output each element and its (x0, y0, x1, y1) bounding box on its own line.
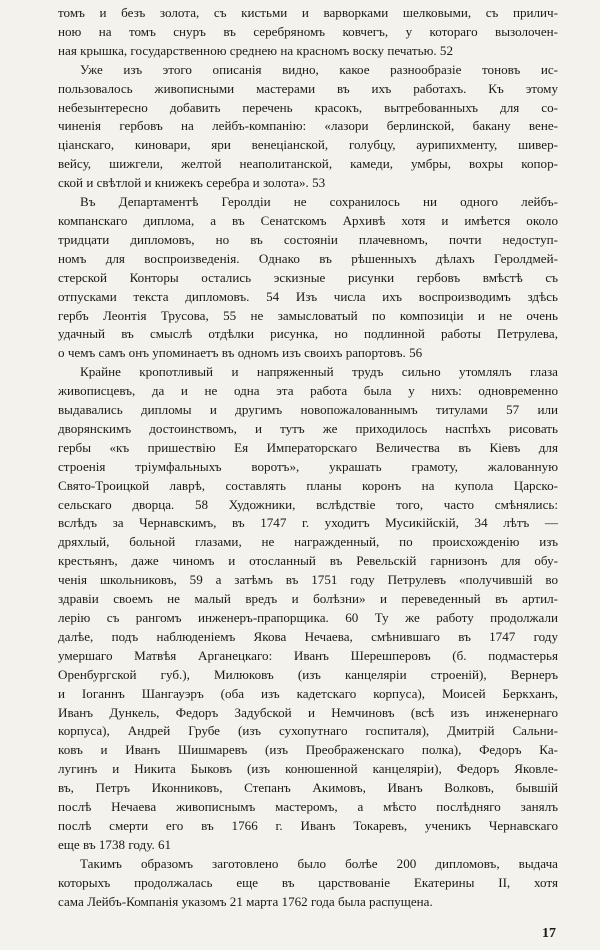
text-line: умершаго Матвѣя Арганецкаго: Иванъ Шерешперовъ (б. подмастерья (58, 647, 558, 663)
body-text (58, 4, 558, 912)
paragraph (58, 855, 558, 912)
text-line: ковъ и Иванъ Шишмаревъ (изъ Преображенскаго полка), Федоръ Ка- (58, 742, 558, 758)
text-line: Уже изъ этого описанія видно, какое разнообразіе тоновъ ис- (80, 61, 558, 77)
text-line: гербъ Леонтія Трусова, 55 не замысловатый по композиціи и не очень (58, 307, 558, 323)
text-line: еще въ 1738 году. 61 (58, 836, 172, 852)
text-line: томъ и безъ золота, съ кистьми и варворками шелковыми, съ прилич- (58, 5, 558, 20)
text-line: здравіи своемъ не малый вредъ и болѣзни» и переведенный въ артил- (58, 591, 558, 607)
text-line: ціанскаго, киновари, яри венеціанской, голубцу, аурипихменту, шивер- (58, 137, 558, 153)
text-line: послѣ Нечаева живописнымъ мастеромъ, а мѣсто послѣдняго занялъ (58, 799, 558, 815)
text-line: отпусками текста дипломовъ. 54 Изъ числа ихъ воспроизводимъ здѣсь (58, 288, 558, 304)
text-line: ской и свѣтлой и книжекъ серебра и золота». 53 (58, 175, 326, 191)
paragraph (58, 193, 558, 363)
text-line: чиненія гербовъ на лейбъ-компанію: «лазори берлинской, бакану вене- (58, 118, 558, 134)
text-line: вслѣдъ за Чернавскимъ, въ 1747 г. уходитъ Мусикійскій, 34 лѣтъ — (58, 515, 558, 531)
text-line: сельскаго дворца. 58 Художники, вслѣдствіе того, часто смѣнялись: (58, 496, 558, 512)
text-line: строенія тріумфальныхъ воротъ», украшать грамоту, жалованную (58, 458, 558, 474)
text-line: тридцати дипломовъ, но въ состояніи плачевномъ, почти недоступ- (58, 231, 558, 247)
text-line: и Іоганнъ Шангауэръ (оба изъ кадетскаго корпуса), Моисей Беркханъ, (58, 685, 558, 701)
text-line: Такимъ образомъ заготовлено было болѣе 200 дипломовъ, выдача (80, 855, 558, 871)
text-line: послѣ смерти его въ 1766 г. Иванъ Токаревъ, ученикъ Чернавскаго (58, 817, 558, 833)
text-line: номъ для воспроизведенія. Однако въ рѣшенныхъ дѣлахъ Геролдмей- (58, 250, 558, 266)
text-line: небезынтересно добавить перечень красокъ, вытребованныхъ для со- (58, 99, 558, 115)
text-line: ченія школьниковъ, 59 а затѣмъ въ 1751 году Петрулевъ «получившій во (58, 572, 558, 588)
text-line: пользовалось живописными мастерами въ ихъ работахъ. Къ этому (58, 80, 558, 96)
text-line: о чемъ самъ онъ упоминаетъ въ одномъ изъ своихъ рапортовъ. 56 (58, 345, 423, 361)
text-line: далѣе, подъ наблюденіемъ Якова Нечаева, смѣнившаго въ 1747 году (58, 628, 558, 644)
text-line: Оренбургской губ.), Милюковъ (изъ канцеляріи строеній), Вернеръ (58, 666, 558, 682)
text-line: сама Лейбъ-Компанія указомъ 21 марта 1762 года была распущена. (58, 893, 433, 909)
text-line: въ, Петръ Иконниковъ, Степанъ Акимовъ, Иванъ Волковъ, бывшій (58, 780, 558, 796)
text-line: вейсу, шижгели, желтой неаполитанской, камеди, умбры, вохры копор- (58, 156, 558, 172)
text-line: ная крышка, государственною среднею на красномъ воску печатью. 52 (58, 42, 454, 58)
text-line: корпуса), Андрей Грубе (изъ сухопутнаго госпиталя), Дмитрій Сальни- (58, 723, 558, 739)
text-line: Въ Департаментѣ Геролдіи не сохранилось ни одного лейбъ- (80, 194, 558, 210)
text-line: живописцевъ, да и не одна эта работа была у нихъ: одновременно (58, 383, 558, 399)
text-line: Иванъ Дункель, Федоръ Задубской и Немчиновъ (всѣ изъ инженернаго (58, 704, 558, 720)
text-line: выдавались дипломы и другимъ новопожалованнымъ титулами 57 или (58, 402, 558, 418)
text-line: которыхъ продолжалась еще въ царствованіе Екатерины II, хотя (58, 874, 558, 890)
text-line: дворянскимъ достоинствомъ, и тутъ же приходилось наспѣхъ рисовать (58, 420, 558, 436)
page-number: 17 (542, 926, 556, 941)
text-line: ною на томъ снуръ въ серебряномъ ковчегъ, у котораго вызолочен- (58, 23, 558, 39)
text-line: стерской Конторы остались эскизные рисунки гербовъ вмѣстѣ съ (58, 269, 558, 285)
text-line: Свято-Троицкой лаврѣ, составлять планы коронъ на купола Царско- (58, 477, 558, 493)
text-line: лугинъ и Никита Быковъ (изъ конюшенной канцеляріи), Федоръ Яковле- (58, 761, 558, 777)
paragraph (58, 4, 558, 61)
text-line: лерію съ рангомъ инженеръ-прапорщика. 60 Ту же работу продолжали (58, 610, 558, 625)
paragraph (58, 363, 558, 855)
text-line: дряхлый, больной глазами, не награжденный, по происхожденію изъ (58, 534, 558, 550)
text-line: Крайне кропотливый и напряженный трудъ сильно утомлялъ глаза (80, 364, 558, 380)
paragraph (58, 61, 558, 193)
text-line: компанскаго диплома, а въ Сенатскомъ Архивѣ хотя и имѣется около (58, 212, 558, 228)
text-line: крестьянъ, даже чиномъ и отосланный въ Ревельскій гарнизонъ для обу- (58, 553, 558, 569)
text-line: гербы «къ пришествію Ея Императорскаго Величества въ Кіевъ для (58, 439, 558, 455)
text-line: удачный въ смыслѣ отдѣлки рисунка, но подлинной работы Петрулева, (58, 326, 558, 342)
